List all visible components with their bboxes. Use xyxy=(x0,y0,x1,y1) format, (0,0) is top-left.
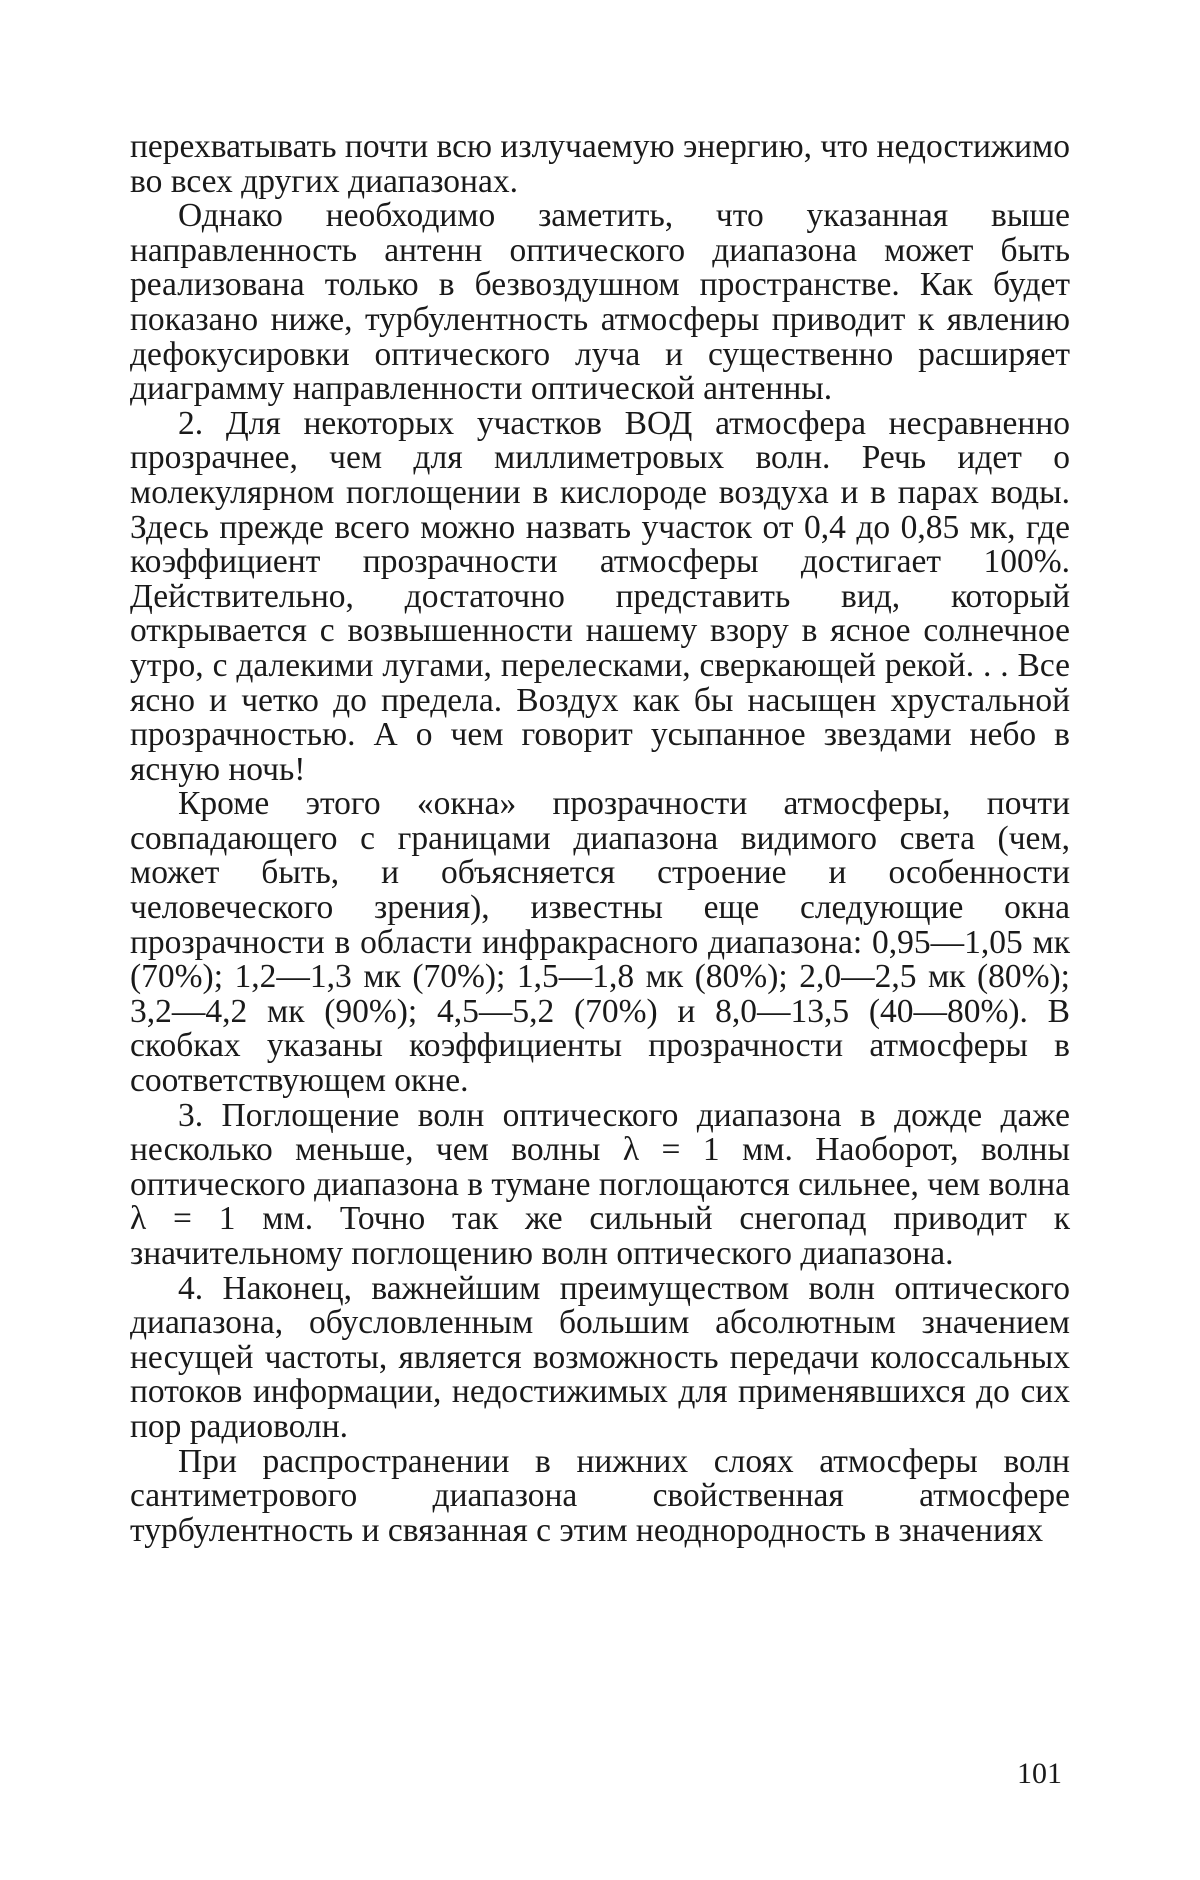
page-number: 101 xyxy=(1017,1757,1062,1790)
paragraph-3: 2. Для некоторых участков ВОД атмосфера несравненно прозрачнее, чем для миллиметровых волн. Речь идет о молекулярном поглощении в кислороде воздуха и в парах воды. Здесь прежде всего можно назвать участок от 0,4 до 0,85 мк, где коэффициент прозрачности атмосферы достигает 100%. Действительно, достаточно представить вид, который открывается с возвышенности нашему взору в ясное солнечное утро, с далекими лугами, перелесками, сверкающей рекой. . . Все ясно и четко до предела. Воздух как бы насыщен хрустальной прозрачностью. А о чем говорит усыпанное звездами небо в ясную ночь! xyxy=(130,404,1070,788)
paragraph-4: Кроме этого «окна» прозрачности атмосферы, почти совпадающего с границами диапазона видимого света (чем, может быть, и объясняется строение и особенности человеческого зрения), известны еще следующие окна прозрачности в области инфракрасного диапазона: 0,95—1,05 мк (70%); 1,2—1,3 мк (70%); 1,5—1,8 мк (80%); 2,0—2,5 мк (80%); 3,2—4,2 мк (90%); 4,5—5,2 (70%) и 8,0—13,5 (40—80%). В скобках указаны коэффициенты прозрачности атмосферы в соответствующем окне. xyxy=(130,785,1070,1100)
paragraph-1: перехватывать почти всю излучаемую энергию, что недостижимо во всех других диапазонах. xyxy=(130,128,1070,200)
paragraph-7: При распространении в нижних слоях атмосферы волн сантиметрового диапазона свойственная атмосфере турбулентность и связанная с этим неоднородность в значениях xyxy=(130,1442,1070,1549)
paragraph-6: 4. Наконец, важнейшим преимуществом волн оптического диапазона, обусловленным большим абсолютным значением несущей частоты, является возможность передачи колоссальных потоков информации, недостижимых для применявшихся до сих пор радиоволн. xyxy=(130,1269,1070,1445)
page-text xyxy=(130,130,1070,1548)
paragraph-2: Однако необходимо заметить, что указанная выше направленность антенн оптического диапазона может быть реализована только в безвоздушном пространстве. Как будет показано ниже, турбулентность атмосферы приводит к явлению дефокусировки оптического луча и существенно расширяет диаграмму направленности оптической антенны. xyxy=(130,197,1070,408)
paragraph-5: 3. Поглощение волн оптического диапазона в дожде даже несколько меньше, чем волны λ = 1 мм. Наоборот, волны оптического диапазона в тумане поглощаются сильнее, чем волна λ = 1 мм. Точно так же сильный снегопад приводит к значительному поглощению волн оптического диапазона. xyxy=(130,1096,1070,1272)
